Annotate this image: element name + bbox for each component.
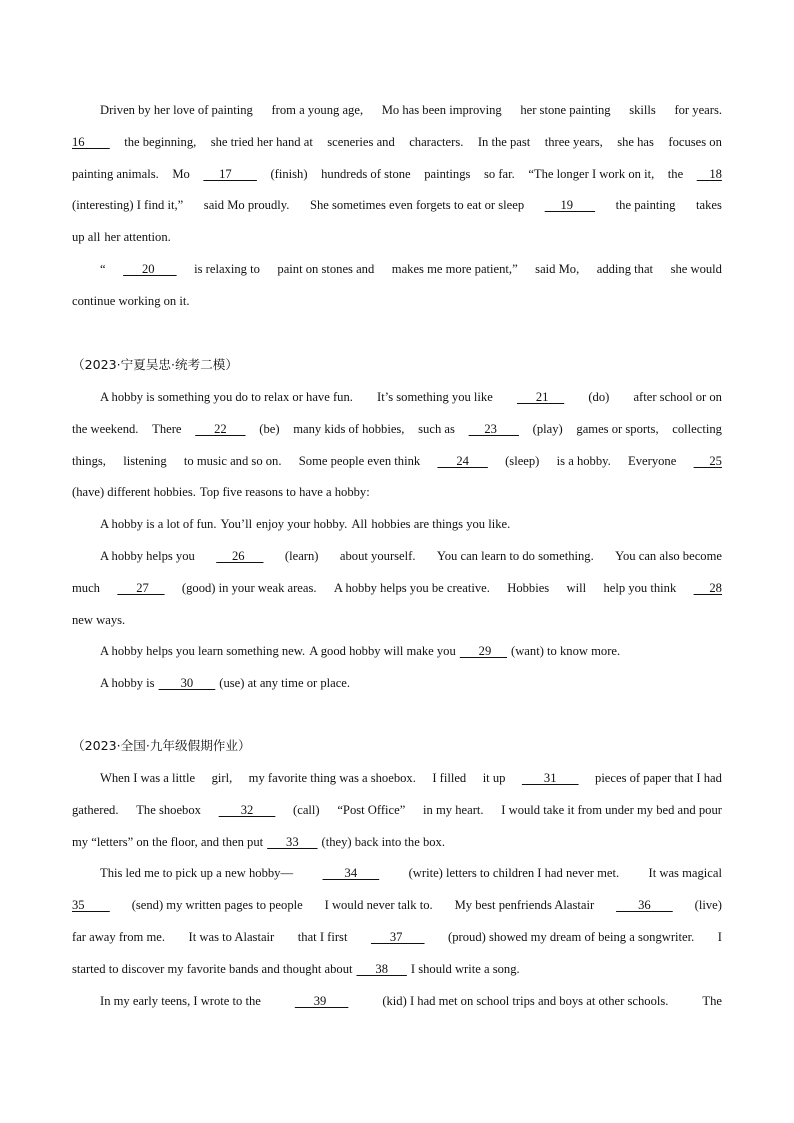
text-segment: All	[351, 517, 368, 532]
text-segment: painting animals.	[72, 166, 159, 181]
text-line	[72, 419, 722, 439]
text-segment: You’ll	[220, 517, 253, 532]
text-segment: (have) different hobbies.	[72, 485, 196, 500]
answer-blank: 18	[696, 166, 722, 181]
answer-blank: 24	[437, 453, 488, 468]
text-segment: (interesting) I find it,”	[72, 198, 184, 213]
text-segment: A hobby helps you be creative.	[333, 580, 490, 595]
text-segment: (sleep)	[505, 453, 540, 468]
text-segment: is a hobby.	[556, 453, 611, 468]
text-line	[100, 387, 722, 407]
text-segment: in my heart.	[423, 802, 484, 817]
text-segment: gathered.	[72, 802, 119, 817]
text-segment: (good) in your weak areas.	[181, 580, 317, 595]
answer-blank: 17	[203, 166, 257, 181]
answer-blank: 21	[516, 390, 565, 404]
answer-blank: 26	[216, 549, 264, 563]
text-segment: “The longer I work on it,	[528, 166, 655, 181]
text-segment: will	[566, 580, 587, 595]
text-line	[72, 832, 722, 852]
text-segment: A good hobby will make you	[309, 644, 456, 659]
text-segment: things,	[72, 453, 106, 468]
text-segment: Some people even think	[298, 453, 421, 468]
text-segment: characters.	[409, 134, 464, 149]
text-line	[72, 164, 722, 184]
text-segment: Top five reasons to have a hobby:	[199, 485, 370, 500]
text-segment: started to discover my favorite bands and thought about	[72, 961, 353, 976]
text-segment: “Post Office”	[337, 802, 406, 817]
text-segment: This led me to pick up a new hobby—	[100, 866, 294, 881]
text-segment: My best penfriends Alastair	[454, 898, 595, 913]
answer-blank: 39	[294, 993, 349, 1008]
text-segment: such as	[418, 421, 455, 436]
text-line	[72, 895, 722, 915]
text-segment: to music and so on.	[183, 453, 282, 468]
text-segment: listening	[123, 453, 167, 468]
text-segment: help you think	[603, 580, 677, 595]
text-segment: I would never talk to.	[324, 898, 433, 913]
text-segment: collecting	[672, 421, 722, 436]
text-segment: my favorite thing was a shoebox.	[248, 771, 416, 785]
text-line	[72, 195, 722, 215]
text-line	[72, 959, 722, 979]
answer-blank: 37	[370, 930, 425, 944]
text-segment: girl,	[211, 771, 233, 785]
text-segment: makes me more patient,”	[391, 262, 518, 276]
answer-blank: 36	[616, 898, 673, 913]
text-segment: I would take it from under my bed and pour	[501, 802, 722, 817]
text-segment: Mo has been improving	[381, 103, 502, 117]
text-segment: (write) letters to children I had never met.	[408, 866, 620, 881]
text-line	[72, 291, 722, 311]
text-segment: (send) my written pages to people	[131, 898, 303, 913]
text-segment: said Mo proudly.	[203, 198, 290, 213]
text-segment: (kid) I had met on school trips and boys at other schools.	[382, 993, 669, 1008]
answer-blank: 30	[158, 676, 216, 691]
text-segment: pieces of paper that I had	[595, 771, 722, 785]
text-segment: It’s something you like	[377, 390, 493, 404]
text-line	[100, 673, 722, 693]
text-segment: many kids of hobbies,	[293, 421, 405, 436]
text-segment: she would	[670, 262, 722, 276]
text-segment: When I was a little	[100, 771, 196, 785]
text-segment: her attention.	[104, 230, 171, 245]
text-segment: You can learn to do something.	[436, 549, 594, 563]
text-segment: she tried her hand at	[210, 134, 313, 149]
text-segment: I filled	[432, 771, 467, 785]
text-segment: paint on stones and	[277, 262, 375, 276]
text-line	[100, 100, 722, 120]
answer-blank: 25	[693, 453, 722, 468]
text-line	[72, 927, 722, 947]
text-line	[72, 227, 722, 247]
answer-blank: 35	[72, 898, 110, 913]
text-segment: three years,	[544, 134, 603, 149]
text-segment: Everyone	[628, 453, 677, 468]
text-segment: games or sports,	[576, 421, 659, 436]
text-segment: sceneries and	[327, 134, 395, 149]
text-segment: The	[702, 993, 722, 1008]
text-segment: (they) back into the box.	[321, 834, 445, 849]
answer-blank: 16	[72, 134, 110, 149]
text-segment: continue working on it.	[72, 293, 190, 308]
answer-blank: 20	[123, 262, 177, 276]
text-segment: “	[100, 262, 106, 276]
text-line	[100, 991, 722, 1011]
text-segment: (play)	[532, 421, 563, 436]
text-segment: (call)	[293, 802, 320, 817]
text-segment: Hobbies	[507, 580, 550, 595]
text-segment: is relaxing to	[194, 262, 260, 276]
text-segment: (live)	[694, 898, 722, 913]
text-segment: (be)	[259, 421, 280, 436]
text-segment: She sometimes even forgets to eat or sleep	[309, 198, 525, 213]
text-line	[100, 641, 722, 661]
text-segment: (learn)	[284, 549, 319, 563]
text-segment: my “letters” on the floor, and then put	[72, 834, 264, 849]
text-segment: she has	[617, 134, 654, 149]
answer-blank: 28	[693, 580, 722, 595]
text-line	[72, 482, 722, 502]
text-segment: her stone painting	[520, 103, 611, 117]
text-segment: A hobby is	[100, 676, 155, 691]
text-segment: I should write a song.	[410, 961, 520, 976]
text-segment: that I first	[297, 930, 348, 944]
text-segment: the painting	[615, 198, 676, 213]
answer-blank: 27	[117, 580, 165, 595]
answer-blank: 38	[356, 961, 407, 976]
text-segment: hundreds of stone	[321, 166, 411, 181]
text-segment: A hobby is a lot of fun.	[100, 517, 217, 532]
text-segment: (do)	[588, 390, 610, 404]
answer-blank: 32	[218, 802, 276, 817]
text-segment: the weekend.	[72, 421, 139, 436]
text-segment: A hobby helps you	[100, 549, 195, 563]
text-segment: said Mo,	[535, 262, 580, 276]
text-line	[72, 451, 722, 471]
text-segment: skills	[629, 103, 656, 117]
text-segment: There	[152, 421, 182, 436]
text-segment: The shoebox	[136, 802, 201, 817]
text-segment: In my early teens, I wrote to the	[100, 993, 261, 1008]
text-segment: the	[667, 166, 684, 181]
text-line	[100, 546, 722, 566]
source-label-3: （2023·全国·九年级假期作业）	[72, 738, 251, 753]
text-segment: about yourself.	[339, 549, 416, 563]
answer-blank: 19	[544, 198, 596, 213]
text-line	[100, 863, 722, 883]
text-segment: paintings	[424, 166, 471, 181]
text-segment: up all	[72, 230, 101, 245]
text-line	[100, 514, 722, 534]
text-segment: Driven by her love of painting	[100, 103, 253, 117]
text-line	[100, 259, 722, 279]
text-line	[100, 768, 722, 788]
text-segment: In the past	[477, 134, 531, 149]
text-line	[72, 132, 722, 152]
answer-blank: 33	[267, 834, 318, 849]
text-segment: adding that	[596, 262, 654, 276]
text-segment: for years.	[674, 103, 722, 117]
text-segment: A hobby is something you do to relax or have fun.	[100, 390, 353, 404]
text-segment: You can also become	[615, 549, 722, 563]
text-line	[72, 610, 722, 630]
text-segment: takes	[696, 198, 722, 213]
text-segment: (use) at any time or place.	[219, 676, 351, 691]
text-segment: so far.	[483, 166, 515, 181]
text-segment: new ways.	[72, 612, 126, 627]
text-segment: A hobby helps you learn something new.	[100, 644, 306, 659]
text-segment: (want) to know more.	[511, 644, 621, 659]
text-segment: the beginning,	[124, 134, 197, 149]
answer-blank: 22	[195, 421, 246, 436]
text-segment: focuses on	[668, 134, 722, 149]
text-segment: far away from me.	[72, 930, 166, 944]
answer-blank: 23	[468, 421, 519, 436]
text-segment: (finish)	[270, 166, 308, 181]
text-segment: I	[717, 930, 722, 944]
text-segment: much	[72, 580, 100, 595]
text-segment: Mo	[172, 166, 190, 181]
answer-blank: 29	[459, 644, 508, 659]
answer-blank: 31	[521, 771, 579, 785]
text-line	[72, 578, 722, 598]
text-line	[72, 800, 722, 820]
text-segment: from a young age,	[271, 103, 364, 117]
text-segment: enjoy your hobby.	[256, 517, 348, 532]
text-segment: (proud) showed my dream of being a songwriter.	[448, 930, 695, 944]
text-segment: after school or on	[633, 390, 722, 404]
text-segment: it up	[482, 771, 506, 785]
text-segment: It was to Alastair	[188, 930, 275, 944]
answer-blank: 34	[322, 866, 380, 881]
source-label-2: （2023·宁夏吴忠·统考二模）	[72, 357, 238, 372]
text-segment: hobbies are things you like.	[371, 517, 511, 532]
text-segment: It was magical	[648, 866, 722, 881]
